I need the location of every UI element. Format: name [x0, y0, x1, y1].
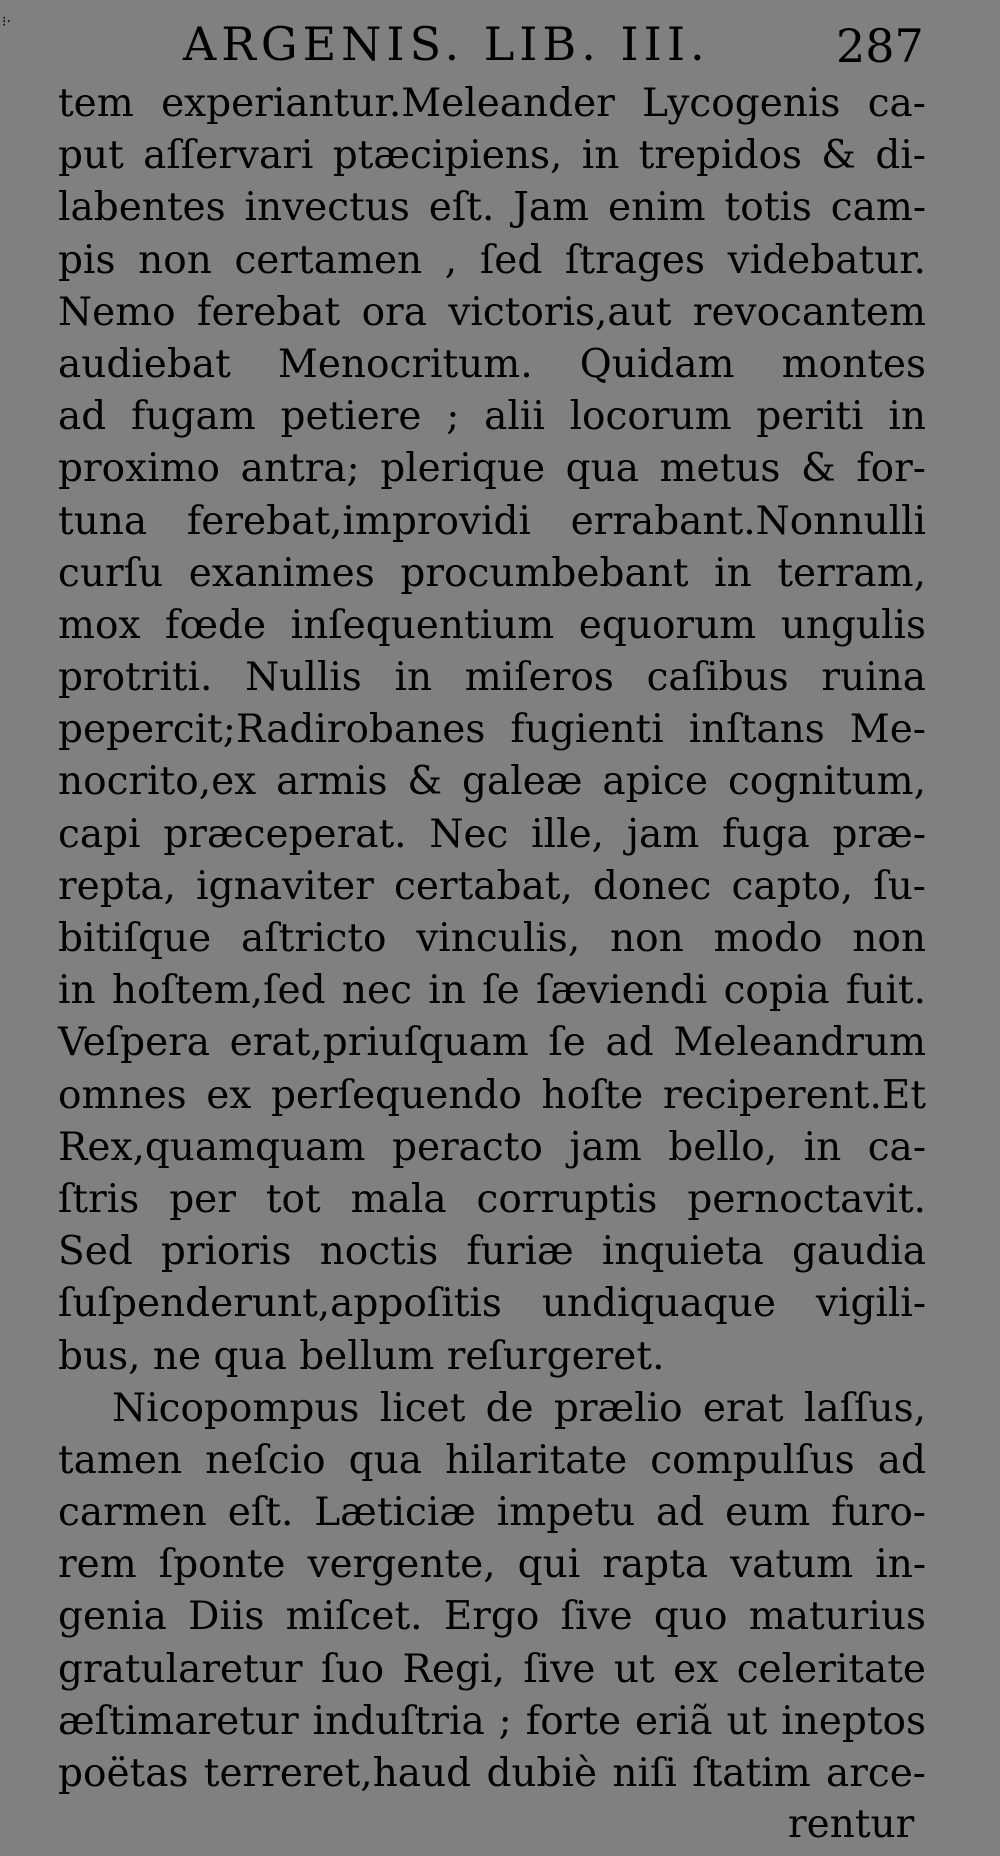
text-line: tuna ferebat,improvidi errabant.Nonnulli — [58, 498, 926, 544]
text-line: carmen eſt. Læticiæ impetu ad eum furo- — [58, 1490, 926, 1536]
text-line: labentes invectus eſt. Jam enim totis cam- — [58, 185, 926, 231]
catchword: rentur — [788, 1802, 915, 1847]
paragraph-last-line: bus, ne qua bellum reſurgeret. — [58, 1333, 665, 1379]
text-line: audiebat Menocritum. Quidam montes — [58, 341, 926, 387]
text-line: pis non certamen , ſed ſtrages videbatur. — [58, 237, 926, 283]
text-line: curſu exanimes procumbebant in terram, — [58, 550, 926, 596]
page-number: 287 — [836, 19, 924, 73]
text-line: æſtimaretur induſtria ; forte eriã ut ineptos — [58, 1698, 926, 1744]
paragraph-first-line: Nicopompus licet de prælio erat laſſus, — [112, 1385, 926, 1431]
text-line: in hoſtem,ſed nec in ſe ſæviendi copia fuit. — [58, 968, 926, 1014]
text-line: rem ſponte vergente, qui rapta vatum in- — [58, 1542, 926, 1588]
body-text — [58, 78, 926, 1800]
text-line: pepercit;Radirobanes fugienti inſtans Me- — [58, 707, 926, 753]
text-line: Sed prioris noctis furiæ inquieta gaudia — [58, 1229, 926, 1275]
text-line: omnes ex perſequendo hoſte reciperent.Et — [58, 1072, 926, 1118]
text-line: Rex,quamquam peracto jam bello, in ca- — [58, 1124, 926, 1170]
text-line: nocrito,ex armis & galeæ apice cognitum, — [58, 759, 926, 805]
text-line: gratularetur ſuo Regi, ſive ut ex celeritate — [58, 1646, 926, 1692]
text-line: ſuſpenderunt,appoſitis undiquaque vigili- — [58, 1281, 926, 1327]
text-line: proximo antra; plerique qua metus & for- — [58, 446, 926, 492]
text-line: Veſpera erat,priuſquam ſe ad Meleandrum — [58, 1020, 926, 1066]
text-line: put aſſervari ptæcipiens, in trepidos & di- — [58, 133, 926, 179]
text-line: Nemo ferebat ora victoris,aut revocantem — [58, 289, 926, 335]
text-line: poëtas terreret,haud dubiè niſi ſtatim arce- — [58, 1751, 926, 1796]
corner-mark: ⁝· — [2, 14, 11, 30]
text-line: ſtris per tot mala corruptis pernoctavit. — [58, 1176, 926, 1222]
text-line: tamen neſcio qua hilaritate compulſus ad — [58, 1437, 926, 1483]
text-line: bitiſque aſtricto vinculis, non modo non — [58, 916, 926, 961]
text-line: mox fœde inſequentium equorum ungulis — [58, 602, 926, 648]
text-line: repta, ignaviter certabat, donec capto, ſu- — [58, 863, 926, 909]
text-line: ad fugam petiere ; alii locorum periti in — [58, 394, 926, 440]
page-header — [0, 14, 1000, 74]
text-line: genia Diis miſcet. Ergo ſive quo maturius — [58, 1594, 926, 1640]
text-line: protriti. Nullis in miſeros caſibus ruina — [58, 655, 926, 701]
text-line: capi præceperat. Nec ille, jam fuga præ- — [58, 811, 926, 857]
running-head: ARGENIS. LIB. III. — [183, 17, 710, 71]
text-line: tem experiantur.Meleander Lycogenis ca- — [58, 81, 926, 126]
